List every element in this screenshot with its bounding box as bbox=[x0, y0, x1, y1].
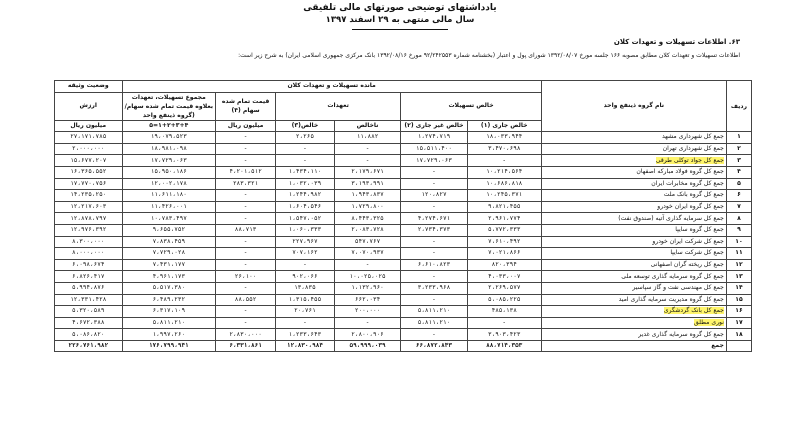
cell-c5: ۱۷۶،۷۹۹،۹۴۱ bbox=[122, 340, 216, 352]
cell-c3: ۱۳،۸۳۵ bbox=[276, 282, 335, 294]
subtitle-underline bbox=[352, 29, 448, 30]
cell-val: ۵،۳۲۰،۵۸۹ bbox=[55, 306, 123, 318]
cell-row-number: ۱۷ bbox=[726, 317, 751, 329]
cell-c5: ۱۸،۹۸۱،۰۹۸ bbox=[122, 143, 216, 155]
cell-c3: - bbox=[276, 155, 335, 167]
cell-c3: ۱،۳۱۵،۴۵۵ bbox=[276, 294, 335, 306]
table-row bbox=[55, 236, 752, 248]
cell-val: ۶،۰۹۸،۶۷۴ bbox=[55, 259, 123, 271]
cell-c2: ۵،۸۱۱،۲۱۰ bbox=[401, 317, 467, 329]
cell-c4: - bbox=[216, 201, 276, 213]
cell-c2: ۱۷،۷۲۹،۰۶۳ bbox=[401, 155, 467, 167]
cell-c2: - bbox=[401, 178, 467, 190]
facilities-table bbox=[54, 80, 752, 352]
cell-entity-name bbox=[541, 271, 726, 283]
cell-row-number: ۱۴ bbox=[726, 282, 751, 294]
cell-val: ۵،۹۹۴،۸۷۶ bbox=[55, 282, 123, 294]
cell-c4: ۲۶،۱۰۰ bbox=[216, 271, 276, 283]
cell-c4: - bbox=[216, 213, 276, 225]
cell-c4: - bbox=[216, 132, 276, 144]
entity-name-text: جمع کل گروه سرمایه گذاری غدیر bbox=[638, 330, 724, 338]
cell-gross: ۱۰،۰۲۵،۰۲۵ bbox=[334, 271, 400, 283]
cell-gross: ۲۰۰،۰۰۰ bbox=[334, 306, 400, 318]
cell-c3: ۱،۵۴۷،۰۵۲ bbox=[276, 213, 335, 225]
cell-c1: ۱۰،۶۸۶،۸۱۸ bbox=[467, 178, 541, 190]
cell-c3: ۱،۴۳۴،۱۱۰ bbox=[276, 166, 335, 178]
cell-gross: ۵۹،۹۹۹،۰۳۹ bbox=[334, 340, 400, 352]
header-commitments: تعهدات bbox=[276, 92, 401, 120]
header-remaining: مانده تسهیلات و تعهدات کلان bbox=[122, 81, 541, 93]
cell-row-number: ۱۲ bbox=[726, 259, 751, 271]
cell-row-number: ۳ bbox=[726, 155, 751, 167]
header-value: ارزش bbox=[55, 92, 123, 120]
cell-row-number: ۱۵ bbox=[726, 294, 751, 306]
cell-c4: - bbox=[216, 190, 276, 202]
cell-c1: ۳،۹۰۳،۴۲۳ bbox=[467, 329, 541, 341]
cell-entity-name bbox=[541, 294, 726, 306]
unit-share: میلیون ریال bbox=[216, 120, 276, 132]
cell-c5: ۴،۹۶۱،۱۷۳ bbox=[122, 271, 216, 283]
cell-val: ۶،۸۲۶،۴۱۷ bbox=[55, 271, 123, 283]
cell-c5: ۶،۴۸۹،۲۳۲ bbox=[122, 294, 216, 306]
cell-c5: ۱۰،۷۸۳،۴۹۷ bbox=[122, 213, 216, 225]
cell-entity-name bbox=[541, 306, 726, 318]
cell-gross: ۸،۴۴۳،۳۲۵ bbox=[334, 213, 400, 225]
cell-c1: ۴،۰۳۳،۰۰۷ bbox=[467, 271, 541, 283]
cell-c5: ۷،۸۳۸،۴۵۹ bbox=[122, 236, 216, 248]
cell-entity-name bbox=[541, 282, 726, 294]
cell-c1: ۴۸۵،۱۳۸ bbox=[467, 306, 541, 318]
cell-c4: ۶،۳۳۱،۸۶۱ bbox=[216, 340, 276, 352]
entity-name-text: جمع کل ریخته گران اصفهانی bbox=[650, 261, 724, 269]
header-net-noncurrent: خالص غیر جاری (۲) bbox=[401, 120, 467, 132]
section-heading: ۶۳. اطلاعات تسهیلات و تعهدات کلان bbox=[613, 38, 740, 46]
cell-c2: ۴،۲۷۴،۶۷۱ bbox=[401, 213, 467, 225]
table-row bbox=[55, 201, 752, 213]
cell-c3: ۱،۲۴۴،۹۸۲ bbox=[276, 190, 335, 202]
cell-gross: - bbox=[334, 143, 400, 155]
cell-row-number: ۱ bbox=[726, 132, 751, 144]
cell-c4: - bbox=[216, 282, 276, 294]
cell-entity-name bbox=[541, 178, 726, 190]
table-row bbox=[55, 213, 752, 225]
table-row bbox=[55, 143, 752, 155]
table-row bbox=[55, 294, 752, 306]
cell-entity-name bbox=[541, 143, 726, 155]
cell-val: ۲،۰۰۰،۰۰۰ bbox=[55, 143, 123, 155]
table-row bbox=[55, 132, 752, 144]
cell-row-number: ۱۰ bbox=[726, 236, 751, 248]
total-row bbox=[55, 340, 752, 352]
cell-gross: ۳،۱۹۳،۹۹۱ bbox=[334, 178, 400, 190]
cell-c5: ۱۹،۰۷۹،۵۲۳ bbox=[122, 132, 216, 144]
cell-gross: ۱۱،۸۸۲ bbox=[334, 132, 400, 144]
section-description: اطلاعات تسهیلات و تعهدات کلان مطابق مصوبه ۱۶۶ جلسه مورخ ۱۳۹۲/۰۸/۰۷ شورای پول و اعتبار (بخشنامه شماره ۹۲/۲۴۲۵۵۳ مورخ ۱۳۹۲/۰۸/۱۶ بانک مرکزی جمهوری اسلامی ایران) به شرح زیر است: bbox=[238, 52, 740, 59]
cell-c2: ۳،۲۳۳،۹۶۸ bbox=[401, 282, 467, 294]
cell-c2: - bbox=[401, 271, 467, 283]
entity-name-text: جمع کل شهرداری مشهد bbox=[661, 133, 724, 141]
cell-row-number: ۶ bbox=[726, 190, 751, 202]
cell-c4: ۲۸۳،۳۲۱ bbox=[216, 178, 276, 190]
cell-c3: ۷۰۷،۱۶۲ bbox=[276, 248, 335, 260]
entity-name-text: جمع کل سرمایه گذاری آتیه (صندوق نفت) bbox=[618, 214, 724, 222]
cell-c5: ۱۵،۹۵۰،۱۸۶ bbox=[122, 166, 216, 178]
cell-val: ۱۷،۷۷۰،۷۵۶ bbox=[55, 178, 123, 190]
cell-c1: - bbox=[467, 155, 541, 167]
cell-c4: - bbox=[216, 259, 276, 271]
cell-entity-name bbox=[541, 329, 726, 341]
cell-entity-name bbox=[541, 236, 726, 248]
cell-c5: ۱۱،۴۲۶،۰۰۱ bbox=[122, 201, 216, 213]
cell-gross: ۱،۱۳۲،۹۶۰ bbox=[334, 282, 400, 294]
cell-entity-name bbox=[541, 317, 726, 329]
header-gross: ناخالص bbox=[334, 120, 400, 132]
cell-row-number: ۱۳ bbox=[726, 271, 751, 283]
cell-c2: ۲،۷۳۴،۳۷۳ bbox=[401, 224, 467, 236]
entity-name-text: جمع کل مهندسی نفت و گاز سپاسیر bbox=[632, 284, 724, 292]
entity-name-text: جمع کل گروه مدیریت سرمایه گذاری امید bbox=[618, 295, 724, 303]
table-row bbox=[55, 329, 752, 341]
cell-gross: ۵۴۷،۷۶۷ bbox=[334, 236, 400, 248]
unit-formula: ۵=۱+۲+۳+۴ bbox=[122, 120, 216, 132]
cell-val: ۱۲،۹۷۶،۳۹۲ bbox=[55, 224, 123, 236]
header-name: نام گروه ذینفع واحد bbox=[541, 81, 726, 132]
cell-c3: ۱،۰۳۲،۰۳۹ bbox=[276, 178, 335, 190]
cell-c4: ۸۸،۵۵۲ bbox=[216, 294, 276, 306]
cell-c4: ۴،۲۰۱،۵۱۲ bbox=[216, 166, 276, 178]
cell-c5: ۱،۹۹۷،۲۶۰ bbox=[122, 329, 216, 341]
cell-c1: ۷،۰۲۱،۸۶۶ bbox=[467, 248, 541, 260]
cell-gross: ۱،۷۲۹،۸۰۰ bbox=[334, 201, 400, 213]
cell-entity-name bbox=[541, 248, 726, 260]
cell-val: ۱۲،۳۳۱،۴۲۸ bbox=[55, 294, 123, 306]
cell-c3: ۱،۰۶۰،۳۳۳ bbox=[276, 224, 335, 236]
cell-c1: ۲،۲۶۹،۵۷۷ bbox=[467, 282, 541, 294]
cell-val: ۴،۶۷۲،۳۸۸ bbox=[55, 317, 123, 329]
cell-entity-name bbox=[541, 340, 726, 352]
table-row bbox=[55, 317, 752, 329]
cell-c5: ۹،۶۵۵،۷۵۲ bbox=[122, 224, 216, 236]
cell-row-number: ۲ bbox=[726, 143, 751, 155]
cell-c2: - bbox=[401, 201, 467, 213]
cell-c1: ۱۰،۲۴۵،۳۷۱ bbox=[467, 190, 541, 202]
cell-c2: ۱۵،۵۱۱،۴۰۰ bbox=[401, 143, 467, 155]
cell-c5: ۵،۵۱۷،۳۸۰ bbox=[122, 282, 216, 294]
cell-c1: ۹،۸۲۱،۴۵۵ bbox=[467, 201, 541, 213]
cell-c2: - bbox=[401, 166, 467, 178]
cell-c2: ۶،۶۱۰،۸۲۳ bbox=[401, 259, 467, 271]
cell-entity-name bbox=[541, 190, 726, 202]
table-row bbox=[55, 271, 752, 283]
cell-gross: ۱،۹۴۳،۸۳۷ bbox=[334, 190, 400, 202]
cell-row-number: ۷ bbox=[726, 201, 751, 213]
cell-c5: ۷،۴۳۱،۱۷۷ bbox=[122, 259, 216, 271]
cell-c3: - bbox=[276, 143, 335, 155]
cell-val: ۸،۰۰۰،۰۰۰ bbox=[55, 248, 123, 260]
header-total-sum: مجموع تسهیلات، تعهدات بعلاوه قیمت تمام شده سهام/گروه ذینفع واحد) bbox=[122, 92, 216, 120]
cell-gross: - bbox=[334, 317, 400, 329]
cell-val: ۸،۳۰۰،۰۰۰ bbox=[55, 236, 123, 248]
cell-c3: - bbox=[276, 259, 335, 271]
cell-gross: ۶۶۲،۰۳۴ bbox=[334, 294, 400, 306]
header-net-current: خالص جاری (۱) bbox=[467, 120, 541, 132]
cell-entity-name bbox=[541, 201, 726, 213]
cell-row-number: ۱۸ bbox=[726, 329, 751, 341]
entity-name-text: جمع کل گروه سرمایه گذاری توسعه ملی bbox=[621, 272, 724, 280]
cell-c1: ۷،۶۱۰،۴۹۲ bbox=[467, 236, 541, 248]
cell-row-number: ۹ bbox=[726, 224, 751, 236]
cell-c1: ۸۸،۷۱۴،۳۵۳ bbox=[467, 340, 541, 352]
cell-c2: - bbox=[401, 248, 467, 260]
cell-gross: ۷،۰۷۰،۹۳۷ bbox=[334, 248, 400, 260]
cell-entity-name bbox=[541, 166, 726, 178]
cell-c1: ۲،۹۶۱،۷۷۴ bbox=[467, 213, 541, 225]
cell-c5: ۱۷،۷۲۹،۰۶۳ bbox=[122, 155, 216, 167]
cell-c3: ۹۰۲،۰۶۶ bbox=[276, 271, 335, 283]
entity-name-text: جمع کل گروه سایپا bbox=[675, 226, 724, 234]
cell-c1: ۳،۴۷۰،۶۹۸ bbox=[467, 143, 541, 155]
cell-val: ۲۲۶،۷۶۱،۹۸۲ bbox=[55, 340, 123, 352]
header-share-cost: قیمت تمام شده سهام (۴) bbox=[216, 92, 276, 120]
cell-c1: ۱۰،۲۱۴،۵۶۴ bbox=[467, 166, 541, 178]
cell-c2: ۵،۸۱۱،۲۱۰ bbox=[401, 306, 467, 318]
cell-c4: ۲،۸۳۰،۰۰۰ bbox=[216, 329, 276, 341]
entity-name-text: جمع کل گروه فولاد مبارکه اصفهان bbox=[636, 168, 724, 176]
cell-c4: - bbox=[216, 248, 276, 260]
entity-name-text: جمع کل جواد توکلی طرقی bbox=[655, 156, 724, 164]
cell-c1: ۵،۷۷۲،۳۳۳ bbox=[467, 224, 541, 236]
cell-c4: - bbox=[216, 236, 276, 248]
cell-gross: - bbox=[334, 155, 400, 167]
table-row bbox=[55, 155, 752, 167]
cell-c4: ۸۸،۷۱۳ bbox=[216, 224, 276, 236]
cell-c4: - bbox=[216, 306, 276, 318]
header-collateral: وضعیت وثیقه bbox=[55, 81, 123, 93]
cell-entity-name bbox=[541, 224, 726, 236]
entity-name-text: جمع کل بانک گردشگری bbox=[663, 307, 724, 315]
cell-val: ۱۲،۲۱۷،۶۰۳ bbox=[55, 201, 123, 213]
entity-name-text: جمع کل گروه ایران خودرو bbox=[657, 203, 724, 211]
cell-val: ۱۵،۶۷۷،۲۰۷ bbox=[55, 155, 123, 167]
cell-row-number bbox=[726, 340, 751, 352]
cell-c1: ۱۸،۰۳۳،۹۴۴ bbox=[467, 132, 541, 144]
cell-val: ۱۴،۲۳۵،۲۵۰ bbox=[55, 190, 123, 202]
table-row bbox=[55, 282, 752, 294]
header-net-facilities: خالص تسهیلات bbox=[401, 92, 542, 120]
entity-name-text: جمع کل گروه مخابرات ایران bbox=[651, 179, 724, 187]
entity-name-text: جمع کل شهرداری تهران bbox=[662, 145, 724, 153]
table-row bbox=[55, 259, 752, 271]
cell-val: ۱۶،۳۶۵،۵۵۲ bbox=[55, 166, 123, 178]
cell-c2: - bbox=[401, 294, 467, 306]
entity-name-text: جمع bbox=[711, 342, 724, 350]
cell-row-number: ۱۱ bbox=[726, 248, 751, 260]
cell-entity-name bbox=[541, 259, 726, 271]
cell-c1: - bbox=[467, 317, 541, 329]
report-title: یادداشتهای توضیحی صورتهای مالی تلفیقی bbox=[303, 3, 497, 13]
cell-gross: - bbox=[334, 259, 400, 271]
cell-c2: ۱۲۰،۸۲۷ bbox=[401, 190, 467, 202]
cell-c3: ۲۲۷،۹۶۷ bbox=[276, 236, 335, 248]
cell-c5: ۶،۳۱۷،۱۰۹ bbox=[122, 306, 216, 318]
cell-gross: ۲،۰۸۳،۷۲۸ bbox=[334, 224, 400, 236]
cell-val: ۲۷،۱۷۱،۷۸۵ bbox=[55, 132, 123, 144]
cell-row-number: ۴ bbox=[726, 166, 751, 178]
unit-value: میلیون ریال bbox=[55, 120, 123, 132]
entity-name-text: جمع کل شرکت ایران خودرو bbox=[652, 237, 724, 245]
cell-c4: - bbox=[216, 317, 276, 329]
cell-entity-name bbox=[541, 213, 726, 225]
table-row bbox=[55, 190, 752, 202]
cell-c2: - bbox=[401, 329, 467, 341]
cell-c1: ۵،۰۸۵،۲۲۵ bbox=[467, 294, 541, 306]
cell-val: ۵،۰۸۶،۸۲۰ bbox=[55, 329, 123, 341]
table-row bbox=[55, 306, 752, 318]
header-row: ردیف bbox=[726, 81, 751, 132]
cell-c4: - bbox=[216, 143, 276, 155]
table-row bbox=[55, 166, 752, 178]
cell-c2: - bbox=[401, 236, 467, 248]
table-row bbox=[55, 178, 752, 190]
cell-c3: - bbox=[276, 317, 335, 329]
cell-c2: ۶۶،۸۷۲،۸۴۳ bbox=[401, 340, 467, 352]
cell-row-number: ۵ bbox=[726, 178, 751, 190]
cell-c3: ۲،۲۶۵ bbox=[276, 132, 335, 144]
cell-c3: ۲۰،۷۶۱ bbox=[276, 306, 335, 318]
cell-c5: ۷،۷۲۹،۰۲۸ bbox=[122, 248, 216, 260]
cell-c3: ۱،۲۳۳،۶۴۳ bbox=[276, 329, 335, 341]
cell-entity-name bbox=[541, 132, 726, 144]
cell-c1: ۸۲۰،۳۹۴ bbox=[467, 259, 541, 271]
cell-row-number: ۱۶ bbox=[726, 306, 751, 318]
table-row bbox=[55, 224, 752, 236]
cell-c3: ۱۲،۸۳۰،۹۸۴ bbox=[276, 340, 335, 352]
cell-row-number: ۸ bbox=[726, 213, 751, 225]
entity-name-text: جمع کل شرکت سایپا bbox=[670, 249, 724, 257]
cell-c3: ۱،۶۰۴،۵۴۶ bbox=[276, 201, 335, 213]
cell-c5: ۱۲،۰۰۲،۱۷۸ bbox=[122, 178, 216, 190]
cell-c5: ۵،۸۱۱،۲۱۰ bbox=[122, 317, 216, 329]
cell-entity-name bbox=[541, 155, 726, 167]
entity-name-text: نوری مطلق bbox=[694, 318, 724, 326]
cell-c4: - bbox=[216, 155, 276, 167]
entity-name-text: جمع کل گروه بانک ملت bbox=[663, 191, 724, 199]
report-subtitle: سال مالی منتهی به ۲۹ اسفند ۱۳۹۷ bbox=[325, 15, 475, 25]
cell-c5: ۱۱،۶۱۱،۱۸۰ bbox=[122, 190, 216, 202]
cell-c2: ۱،۲۷۴،۷۱۹ bbox=[401, 132, 467, 144]
cell-val: ۱۲،۸۷۸،۷۹۷ bbox=[55, 213, 123, 225]
cell-gross: ۲،۸۰۰،۹۰۶ bbox=[334, 329, 400, 341]
cell-gross: ۲،۱۷۹،۶۷۱ bbox=[334, 166, 400, 178]
table-row bbox=[55, 248, 752, 260]
header-net3: خالص(۳) bbox=[276, 120, 335, 132]
